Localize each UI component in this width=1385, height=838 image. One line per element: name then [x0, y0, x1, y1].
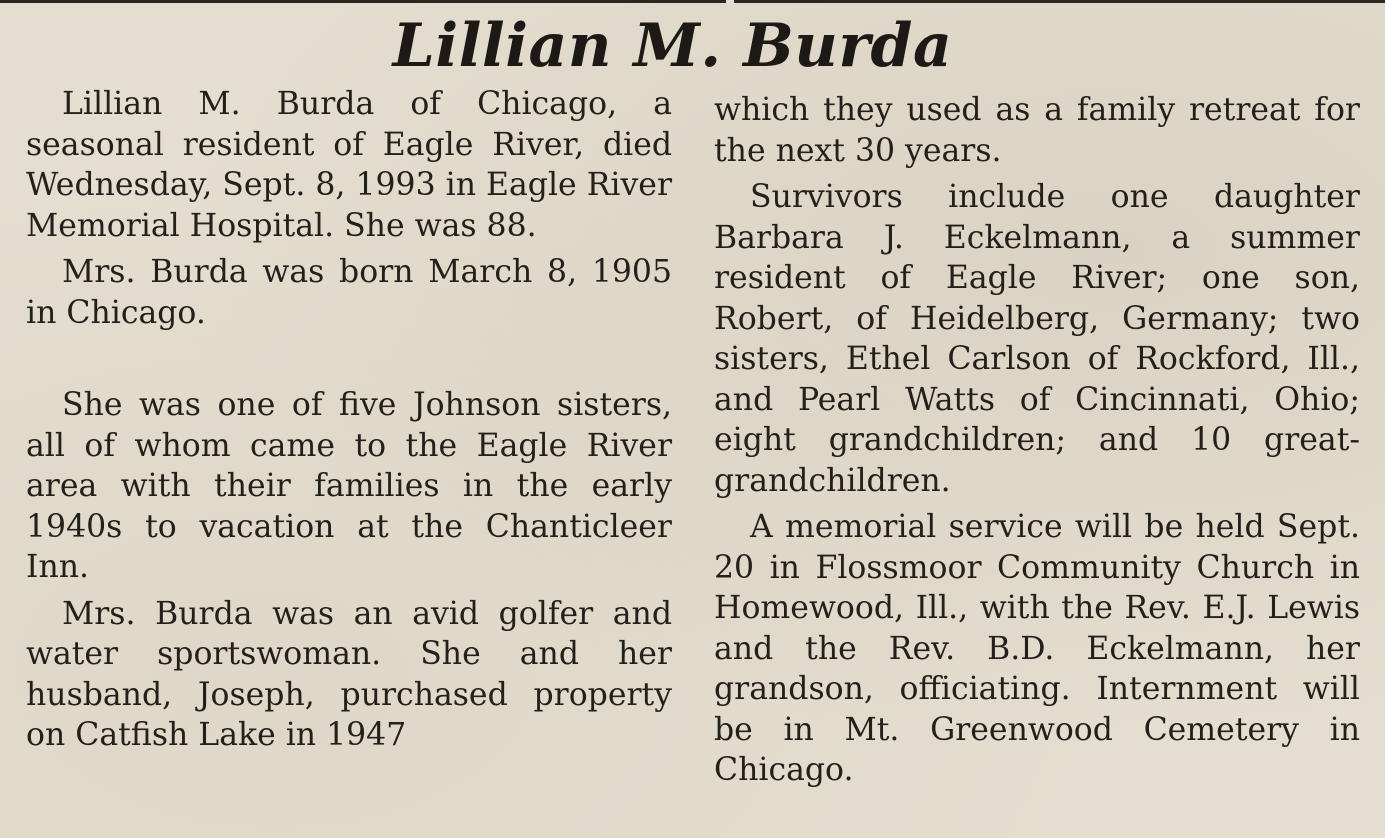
paragraph-memorial-service: A memorial service will be held Sept. 20 in Flossmoor Community Church in Homewood, Ill., with the Rev. E.J. Lewis and the Rev. B.D. Eckelmann, her grandson, officiating. Internment will be in Mt. Greenwood Cemetery in Chicago.: [714, 509, 1360, 788]
left-column: [26, 84, 672, 756]
paragraph-death-notice: Lillian M. Burda of Chicago, a seasonal resident of Eagle River, died Wednesday, Sept. 8, 1993 in Eagle River Memorial Hospital. She was 88.: [26, 86, 672, 244]
paragraph-birth: Mrs. Burda was born March 8, 1905 in Chicago.: [26, 254, 672, 331]
paragraph-survivors: Survivors include one daughter Barbara J. Eckelmann, a summer resident of Eagle River; one son, Robert, of Heidelberg, Germany; two sisters, Ethel Carlson of Rockford, Ill., and Pearl Watts of Cincinnati, Ohio; eight grandchildren; and 10 great-grandchildren.: [714, 179, 1360, 499]
obituary-headline: Lillian M. Burda: [392, 11, 953, 81]
paragraph-hobbies-continued: which they used as a family retreat for the next 30 years.: [714, 92, 1360, 169]
paragraph-hobbies: Mrs. Burda was an avid golfer and water sportswoman. She and her husband, Joseph, purchased property on Catfish Lake in 1947: [26, 595, 672, 753]
top-rule: [0, 0, 1385, 3]
right-column: [714, 90, 1360, 791]
paragraph-johnson-sisters: She was one of five Johnson sisters, all of whom came to the Eagle River area with their families in the early 1940s to vacation at the Chanticleer Inn.: [26, 387, 672, 585]
column-rule-gap: [726, 0, 734, 4]
